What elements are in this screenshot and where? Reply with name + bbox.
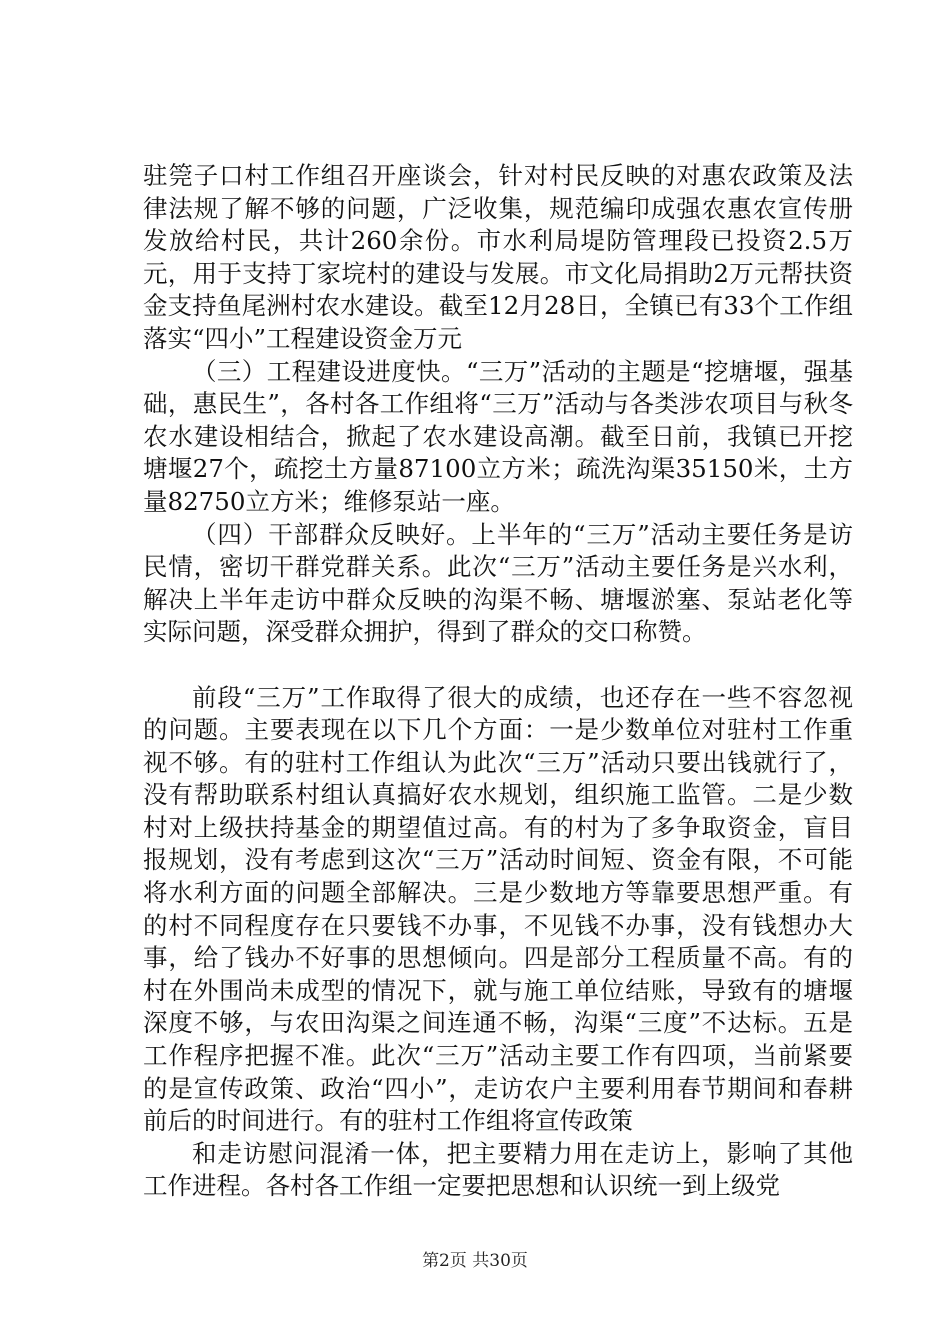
paragraph-problems: 前段“三万”工作取得了很大的成绩，也还存在一些不容忽视的问题。主要表现在以下几个方面：一是少数单位对驻村工作重视不够。有的驻村工作组认为此次“三万”活动只要出钱就行了，没有帮助联系村组认真搞好农水规划，组织施工监管。二是少数村对上级扶持基金的期望值过高。有的村为了多争取资金，盲目报规划，没有考虑到这次“三万”活动时间短、资金有限，不可能将水利方面的问题全部解决。三是少数地方等靠要思想严重。有的村不同程度存在只要钱不办事，不见钱不办事，没有钱想办大事，给了钱办不好事的思想倾向。四是部分工程质量不高。有的村在外围尚未成型的情况下，就与施工单位结账，导致有的塘堰深度不够，与农田沟渠之间连通不畅，沟渠“三度”不达标。五是工作程序把握不准。此次“三万”活动主要工作有四项，当前紧要的是宣传政策、政治“四小”，走访农户主要利用春节期间和春耕前后的时间进行。有的驻村工作组将宣传政策 bbox=[143, 682, 853, 1136]
document-body bbox=[143, 160, 853, 1203]
page-number-footer: 第2页 共30页 bbox=[422, 1251, 528, 1271]
paragraph-funding: 驻筦子口村工作组召开座谈会，针对村民反映的对惠农政策及法律法规了解不够的问题，广泛收集，规范编印成强农惠农宣传册发放给村民，共计260余份。市水利局堤防管理段已投资2.5万元，用于支持丁家垸村的建设与发展。市文化局捐助2万元帮扶资金支持鱼尾洲村农水建设。截至12月28日，全镇已有33个工作组落实“四小”工程建设资金万元 bbox=[143, 161, 853, 353]
paragraph-progress: （三）工程建设进度快。“三万”活动的主题是“挖塘堰，强基础，惠民生”，各村各工作组将“三万”活动与各类涉农项目与秋冬农水建设相结合，掀起了农水建设高潮。截至日前，我镇已开挖塘堰27个，疏挖土方量87100立方米；疏洗沟渠35150米，土方量82750立方米；维修泵站一座。 bbox=[143, 356, 853, 516]
paragraph-continuation: 和走访慰问混淆一体，把主要精力用在走访上，影响了其他工作进程。各村各工作组一定要把思想和认识统一到上级党 bbox=[143, 1138, 853, 1201]
paragraph-feedback: （四）干部群众反映好。上半年的“三万”活动主要任务是访民情，密切干群党群关系。此次“三万”活动主要任务是兴水利，解决上半年走访中群众反映的沟渠不畅、塘堰淤塞、泵站老化等实际问题，深受群众拥护，得到了群众的交口称赞。 bbox=[143, 519, 853, 647]
